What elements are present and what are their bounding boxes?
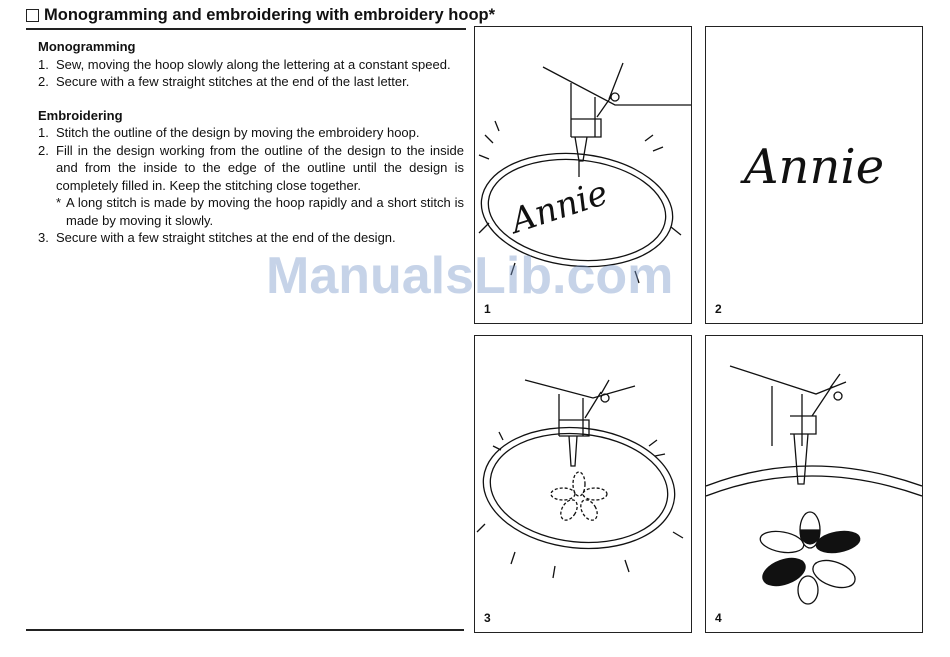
page-title: Monogramming and embroidering with embroidery hoop*: [44, 5, 496, 24]
figure-number: 2: [715, 302, 722, 316]
checkbox-square-icon: [26, 9, 39, 22]
figure-2-panel: [705, 26, 923, 324]
hoop-flower-outline-illustration: [475, 336, 691, 632]
step-text: Fill in the design working from the outline of the design to the inside and from the inside to the edge of the outline until the design is completely filled in. Keep the stitching close together.: [56, 142, 464, 193]
step-number: 1.: [38, 56, 49, 72]
figure-number: 3: [484, 611, 491, 625]
hoop-flower-fill-illustration: [706, 336, 922, 632]
title-divider: [26, 28, 466, 30]
figure-number: 4: [715, 611, 722, 625]
step-text: Secure with a few straight stitches at the end of the design.: [56, 230, 396, 245]
instructions-column: [38, 38, 464, 247]
figure-3-panel: [474, 335, 692, 633]
watermark-text: ManualsLib.com: [266, 247, 674, 305]
figure-number: 1: [484, 302, 491, 316]
list-item: [38, 229, 464, 247]
step-text: Stitch the outline of the design by moving the embroidery hoop.: [56, 125, 420, 140]
list-item: [38, 56, 464, 74]
list-item: [38, 73, 464, 91]
footnote-mark: *: [56, 195, 62, 210]
step-number: 1.: [38, 125, 49, 140]
step-number: 2.: [38, 142, 49, 158]
list-item: [38, 142, 464, 195]
monogramming-heading: Monogramming: [38, 39, 136, 54]
monogram-lettering: Annie: [505, 172, 613, 242]
finished-monogram-text: Annie: [743, 139, 885, 195]
monogramming-steps: [38, 56, 464, 91]
embroidering-heading: Embroidering: [38, 107, 123, 123]
step-number: 3.: [38, 230, 49, 245]
embroidering-steps: [38, 124, 464, 194]
section-title-row: [26, 4, 495, 26]
list-item: [38, 124, 464, 142]
embroidering-steps-continued: [38, 229, 464, 247]
step-text: Sew, moving the hoop slowly along the lettering at a constant speed.: [56, 56, 451, 72]
footnote-text: A long stitch is made by moving the hoop rapidly and a short stitch is made by moving it slowly.: [66, 195, 464, 228]
footnote: [38, 194, 464, 229]
step-text: Secure with a few straight stitches at the end of the last letter.: [56, 74, 410, 89]
step-number: 2.: [38, 74, 49, 89]
bottom-divider: [26, 629, 464, 631]
figure-4-panel: [705, 335, 923, 633]
